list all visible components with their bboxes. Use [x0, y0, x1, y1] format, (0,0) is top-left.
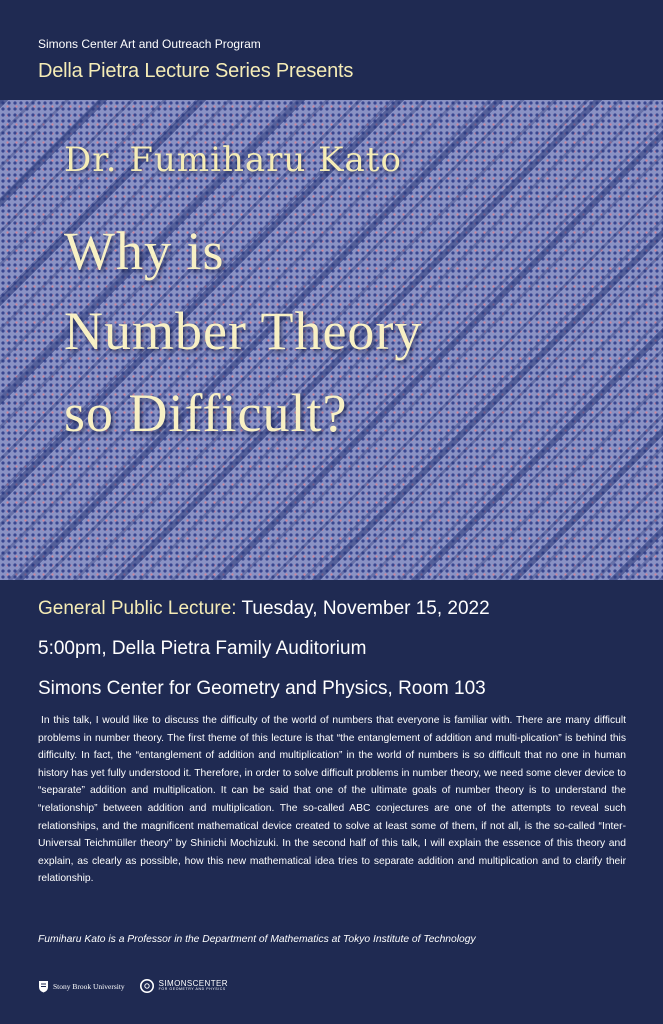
stony-brook-wordmark: Stony Brook University: [53, 981, 125, 991]
header: [0, 0, 663, 100]
simons-wordmark: SIMONSCENTER: [158, 979, 228, 989]
speaker-name: Dr. Fumiharu Kato: [64, 140, 402, 180]
program-name: Simons Center Art and Outreach Program: [38, 37, 261, 51]
simons-subtitle: FOR GEOMETRY AND PHYSICS: [158, 987, 226, 992]
lecture-date: [38, 598, 490, 620]
hero-banner: [0, 100, 663, 580]
time-place: 5:00pm, Della Pietra Family Auditorium: [38, 638, 367, 659]
speaker-bio: Fumiharu Kato is a Professor in the Department of Mathematics at Tokyo Institute of Technology: [38, 934, 476, 945]
lecture-title-line-2: Number Theory: [64, 301, 423, 361]
lecture-title-line-1: Why is: [64, 221, 225, 281]
date-text: Tuesday, November 15, 2022: [236, 598, 490, 619]
ring-icon: [139, 978, 155, 994]
sponsor-logos: [38, 975, 228, 997]
lecture-type-label: General Public Lecture:: [38, 598, 237, 619]
simons-center-logo: [139, 978, 228, 994]
abstract-text: In this talk, I would like to discuss the difficulty of the world of numbers that everyone is familiar with. There are many difficult problems in number theory. The first theme of this lecture is that “the entanglement of addition and multi-plication” is behind this difficulty. In fact, the “entanglement of addition and multiplication” in the world of numbers is so difficult that no one in human history has yet fully understood it. Therefore, in order to solve difficult problems in number theory, we need some clever device to “separate” addition and multiplication. It can be said that one of the ultimate goals of number theory is to understand the “relationship” between addition and multiplication. The so-called ABC conjectures are one of the attempts to reveal such relationships, and the magnificent mathematical device created to solve at least some of them, if not all, is the so-called “Inter-Universal Teichmüller theory” by Shinichi Mochizuki. In the second half of this talk, I will explain the essence of this theory and explain, as clearly as possible, how this new mathematical idea tries to separate addition and multiplication and to clarify their relationship.: [38, 715, 626, 885]
venue: Simons Center for Geometry and Physics, Room 103: [38, 678, 486, 699]
shield-icon: [38, 980, 49, 993]
series-title: Della Pietra Lecture Series Presents: [38, 60, 354, 82]
stony-brook-logo: [38, 980, 125, 993]
lecture-title-line-3: so Difficult?: [64, 383, 348, 443]
